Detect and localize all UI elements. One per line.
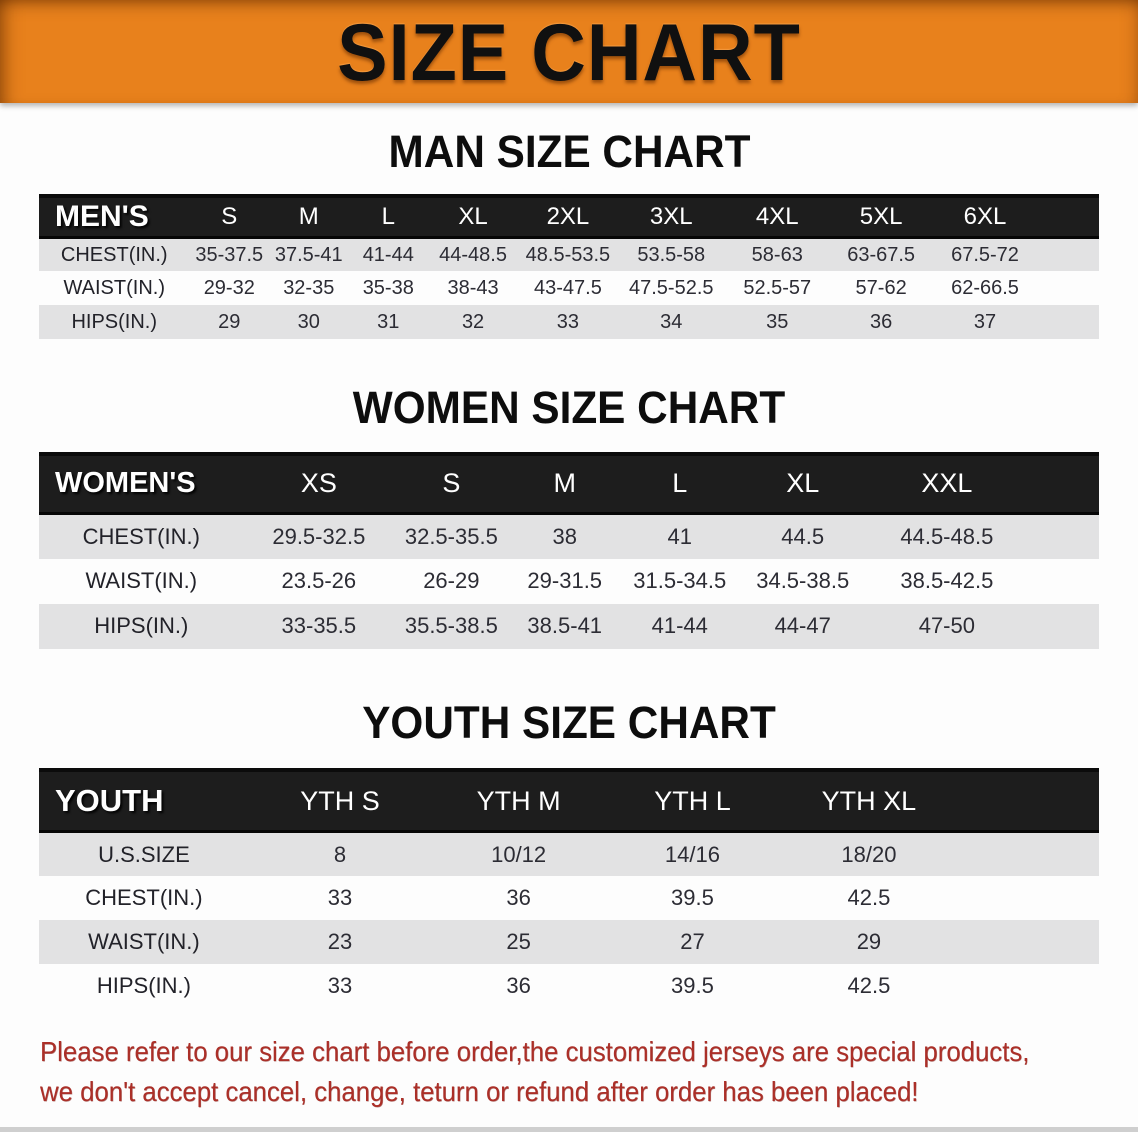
row-spacer (1037, 305, 1099, 339)
size-value-cell: 44-48.5 (428, 237, 518, 271)
row-label: CHEST(IN.) (39, 237, 190, 271)
size-value-cell: 52.5-57 (725, 271, 830, 305)
row-label: U.S.SIZE (39, 832, 249, 876)
size-value-cell: 26-29 (394, 559, 508, 604)
size-value-cell: 57-62 (830, 271, 933, 305)
size-value-cell: 37 (933, 305, 1038, 339)
size-column-header: S (190, 196, 270, 237)
size-value-cell: 18/20 (779, 832, 959, 876)
row-label: WAIST(IN.) (39, 271, 190, 305)
size-header-row (39, 196, 1099, 237)
women-size-chart-table (39, 452, 1099, 649)
size-value-cell: 44.5 (739, 514, 867, 559)
group-label: WOMEN'S (39, 454, 244, 514)
size-value-cell: 36 (830, 305, 933, 339)
size-value-cell: 25 (431, 920, 606, 964)
size-value-cell: 32.5-35.5 (394, 514, 508, 559)
size-value-cell: 42.5 (779, 876, 959, 920)
size-column-header: L (621, 454, 739, 514)
row-spacer (959, 832, 1099, 876)
header-spacer (1037, 196, 1099, 237)
disclaimer-line-2: we don't accept cancel, change, teturn or refund after order has been placed! (40, 1075, 919, 1107)
size-value-cell: 33-35.5 (244, 604, 395, 649)
measurement-row (39, 604, 1099, 649)
size-column-header: YTH M (431, 770, 606, 832)
size-column-header: M (269, 196, 349, 237)
youth-size-chart-title (0, 696, 1138, 748)
size-value-cell: 35-38 (349, 271, 429, 305)
size-value-cell: 29 (190, 305, 270, 339)
size-value-cell: 10/12 (431, 832, 606, 876)
measurement-row (39, 964, 1099, 1008)
size-header-row (39, 770, 1099, 832)
size-column-header: YTH L (606, 770, 779, 832)
size-value-cell: 30 (269, 305, 349, 339)
measurement-row (39, 514, 1099, 559)
youth-size-chart-table (39, 768, 1099, 1008)
size-column-header: 2XL (518, 196, 618, 237)
size-value-cell: 58-63 (725, 237, 830, 271)
disclaimer-line-1: Please refer to our size chart before order,the customized jerseys are special products, (40, 1035, 1030, 1067)
row-label: HIPS(IN.) (39, 305, 190, 339)
row-label: WAIST(IN.) (39, 559, 244, 604)
banner-title: SIZE CHART (337, 5, 801, 98)
size-value-cell: 36 (431, 964, 606, 1008)
size-column-header: 4XL (725, 196, 830, 237)
measurement-row (39, 559, 1099, 604)
size-column-header: M (509, 454, 621, 514)
measurement-row (39, 237, 1099, 271)
size-value-cell: 29.5-32.5 (244, 514, 395, 559)
size-value-cell: 32-35 (269, 271, 349, 305)
size-column-header: L (349, 196, 429, 237)
section-title-text: MAN SIZE CHART (388, 126, 750, 177)
man-size-chart-title (0, 128, 1138, 175)
row-label: HIPS(IN.) (39, 604, 244, 649)
size-value-cell: 35-37.5 (190, 237, 270, 271)
size-value-cell: 8 (249, 832, 431, 876)
size-value-cell: 31.5-34.5 (621, 559, 739, 604)
size-value-cell: 29 (779, 920, 959, 964)
size-value-cell: 38.5-41 (509, 604, 621, 649)
measurement-row (39, 920, 1099, 964)
size-value-cell: 31 (349, 305, 429, 339)
size-value-cell: 23.5-26 (244, 559, 395, 604)
size-value-cell: 32 (428, 305, 518, 339)
size-value-cell: 14/16 (606, 832, 779, 876)
row-spacer (1037, 237, 1099, 271)
size-value-cell: 34.5-38.5 (739, 559, 867, 604)
size-header-row (39, 454, 1099, 514)
size-column-header: 5XL (830, 196, 933, 237)
size-value-cell: 29-31.5 (509, 559, 621, 604)
row-spacer (1027, 559, 1099, 604)
size-value-cell: 41-44 (621, 604, 739, 649)
size-value-cell: 34 (618, 305, 725, 339)
section-title-text: YOUTH SIZE CHART (362, 696, 776, 748)
size-column-header: S (394, 454, 508, 514)
size-value-cell: 39.5 (606, 964, 779, 1008)
size-column-header: XL (739, 454, 867, 514)
size-value-cell: 41 (621, 514, 739, 559)
group-label: MEN'S (39, 196, 190, 237)
size-value-cell: 27 (606, 920, 779, 964)
size-column-header: XL (428, 196, 518, 237)
charts-container (0, 128, 1138, 1008)
size-value-cell: 42.5 (779, 964, 959, 1008)
size-value-cell: 36 (431, 876, 606, 920)
header-spacer (959, 770, 1099, 832)
row-spacer (959, 876, 1099, 920)
size-value-cell: 44-47 (739, 604, 867, 649)
women-size-chart-section (0, 384, 1138, 648)
row-label: HIPS(IN.) (39, 964, 249, 1008)
row-spacer (1037, 271, 1099, 305)
size-value-cell: 67.5-72 (933, 237, 1038, 271)
disclaimer (0, 1032, 1138, 1112)
size-column-header: 6XL (933, 196, 1038, 237)
measurement-row (39, 876, 1099, 920)
size-value-cell: 62-66.5 (933, 271, 1038, 305)
man-size-chart-table (39, 194, 1099, 339)
measurement-row (39, 305, 1099, 339)
size-value-cell: 48.5-53.5 (518, 237, 618, 271)
size-column-header: XS (244, 454, 395, 514)
banner (0, 0, 1138, 103)
row-label: CHEST(IN.) (39, 876, 249, 920)
row-spacer (959, 920, 1099, 964)
size-value-cell: 33 (249, 964, 431, 1008)
size-column-header: YTH S (249, 770, 431, 832)
row-spacer (1027, 514, 1099, 559)
size-value-cell: 38 (509, 514, 621, 559)
size-value-cell: 37.5-41 (269, 237, 349, 271)
size-value-cell: 47.5-52.5 (618, 271, 725, 305)
size-column-header: XXL (867, 454, 1027, 514)
youth-size-chart-section (0, 696, 1138, 1008)
size-value-cell: 33 (249, 876, 431, 920)
size-value-cell: 53.5-58 (618, 237, 725, 271)
measurement-row (39, 271, 1099, 305)
size-value-cell: 35 (725, 305, 830, 339)
size-value-cell: 47-50 (867, 604, 1027, 649)
row-label: WAIST(IN.) (39, 920, 249, 964)
section-title-text: WOMEN SIZE CHART (352, 382, 786, 434)
size-value-cell: 38-43 (428, 271, 518, 305)
bottom-edge-strip (0, 1127, 1138, 1132)
size-value-cell: 63-67.5 (830, 237, 933, 271)
women-size-chart-title (0, 382, 1138, 434)
size-column-header: YTH XL (779, 770, 959, 832)
size-value-cell: 33 (518, 305, 618, 339)
size-value-cell: 44.5-48.5 (867, 514, 1027, 559)
row-spacer (1027, 604, 1099, 649)
size-value-cell: 38.5-42.5 (867, 559, 1027, 604)
size-value-cell: 29-32 (190, 271, 270, 305)
size-column-header: 3XL (618, 196, 725, 237)
size-value-cell: 35.5-38.5 (394, 604, 508, 649)
group-label: YOUTH (39, 770, 249, 832)
row-label: CHEST(IN.) (39, 514, 244, 559)
header-spacer (1027, 454, 1099, 514)
size-value-cell: 41-44 (349, 237, 429, 271)
size-value-cell: 23 (249, 920, 431, 964)
man-size-chart-section (0, 128, 1138, 339)
size-value-cell: 43-47.5 (518, 271, 618, 305)
size-value-cell: 39.5 (606, 876, 779, 920)
measurement-row (39, 832, 1099, 876)
row-spacer (959, 964, 1099, 1008)
